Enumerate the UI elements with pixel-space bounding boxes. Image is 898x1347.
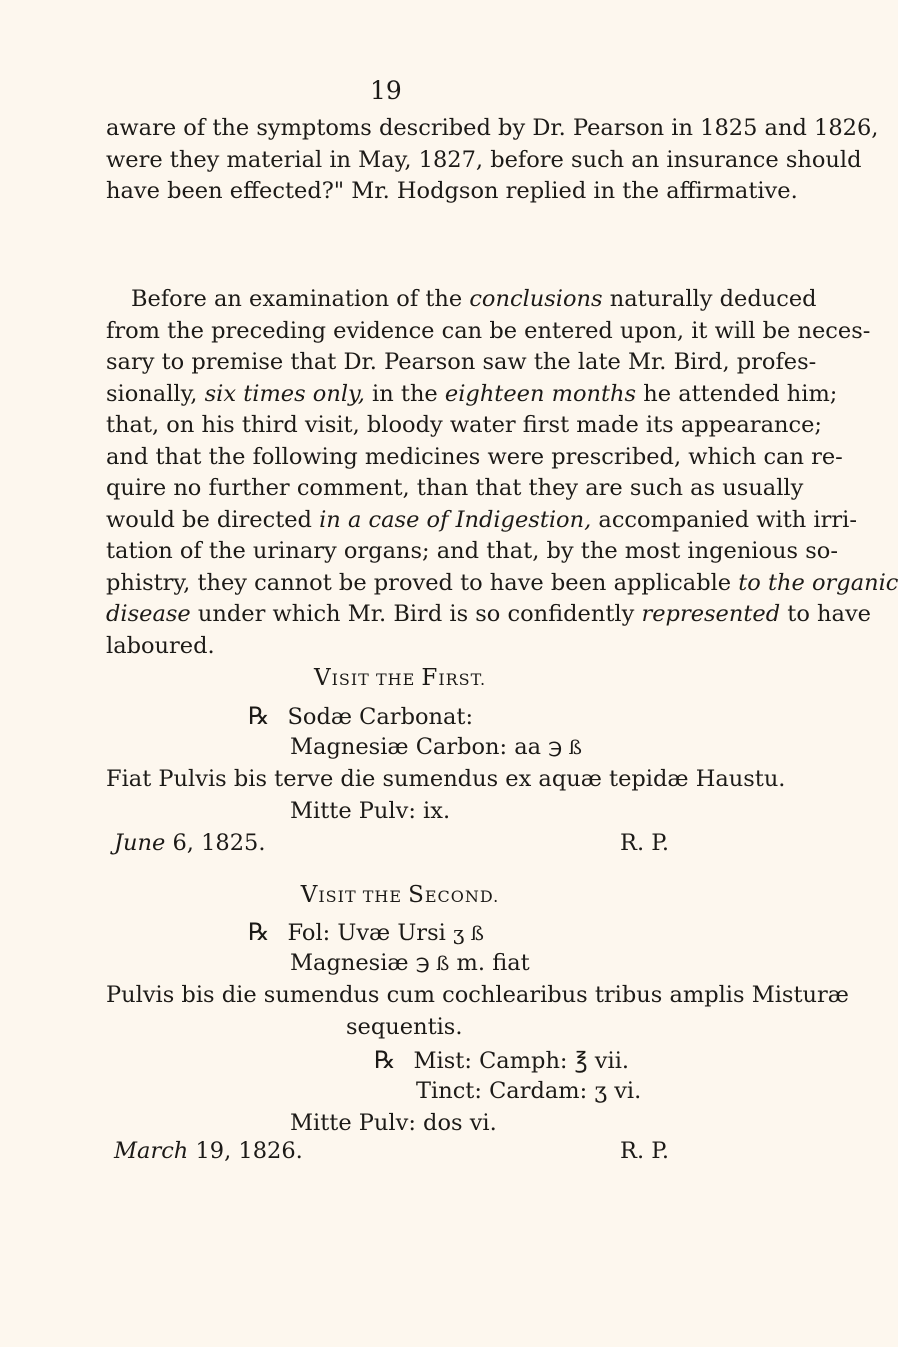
prescription-line: Mitte Pulv: dos vi.	[290, 1110, 497, 1136]
paragraph-main	[106, 284, 898, 662]
recipe-symbol: ℞	[248, 918, 270, 946]
paragraph-continued	[106, 113, 879, 208]
apothecary-symbol: ℈ ß	[415, 951, 450, 975]
prescription-line: ℞ Fol: Uvæ Ursi ʒ ß	[248, 918, 484, 946]
prescription-line: sequentis.	[346, 1014, 463, 1040]
text-line: disease under which Mr. Bird is so confidently represented to have	[106, 601, 871, 627]
text-line: tation of the urinary organs; and that, by the most ingenious so-	[106, 538, 838, 564]
visit-second-heading: VISIT THE SECOND.	[300, 882, 500, 908]
text-line: sionally, six times only, in the eighteen months he attended him;	[106, 380, 838, 407]
recipe-symbol: ℞	[374, 1046, 396, 1074]
initials: R. P.	[620, 830, 669, 856]
apothecary-symbol: ʒ ß	[452, 921, 484, 945]
prescription-line: Fiat Pulvis bis terve die sumendus ex aquæ tepidæ Haustu.	[106, 766, 786, 792]
visit-first-heading: VISIT THE FIRST.	[313, 665, 487, 691]
prescription-line: Tinct: Cardam: ʒ vi.	[416, 1078, 642, 1104]
prescription-line: ℞ Sodæ Carbonat:	[248, 702, 474, 730]
prescription-line: Mitte Pulv: ix.	[290, 798, 451, 824]
text-line: and that the following medicines were prescribed, which can re-	[106, 443, 843, 470]
apothecary-symbol: ℈ ß	[548, 735, 582, 759]
text-line: were they material in May, 1827, before such an insurance should	[106, 146, 862, 173]
page-number: 19	[370, 76, 402, 105]
recipe-symbol: ℞	[248, 702, 270, 730]
prescription-date: March 19, 1826.	[114, 1138, 303, 1164]
text-line: would be directed in a case of Indigestion, accompanied with irri-	[106, 506, 857, 533]
text-line: laboured.	[106, 632, 215, 659]
prescription-line: Pulvis bis die sumendus cum cochlearibus tribus amplis Misturæ	[106, 982, 849, 1008]
text-line: sary to premise that Dr. Pearson saw the late Mr. Bird, profes-	[106, 349, 817, 375]
prescription-line: Magnesiæ ℈ ß m. fiat	[290, 950, 530, 976]
text-line: aware of the symptoms described by Dr. Pearson in 1825 and 1826,	[106, 115, 879, 141]
initials: R. P.	[620, 1138, 669, 1164]
text-line: from the preceding evidence can be entered upon, it will be neces-	[106, 317, 871, 344]
text-line: phistry, they cannot be proved to have been applicable to the organic	[106, 569, 898, 596]
prescription-date: June 6, 1825.	[114, 830, 266, 856]
text-line: quire no further comment, than that they are such as usually	[106, 475, 804, 501]
prescription-line: ℞ Mist: Camph: ℥ vii.	[374, 1046, 630, 1074]
text-line: Before an examination of the conclusions naturally deduced	[131, 286, 817, 312]
text-line: that, on his third visit, bloody water first made its appearance;	[106, 412, 822, 438]
text-line: have been effected?" Mr. Hodgson replied in the affirmative.	[106, 178, 798, 204]
prescription-line: Magnesiæ Carbon: aa ℈ ß	[290, 734, 582, 760]
